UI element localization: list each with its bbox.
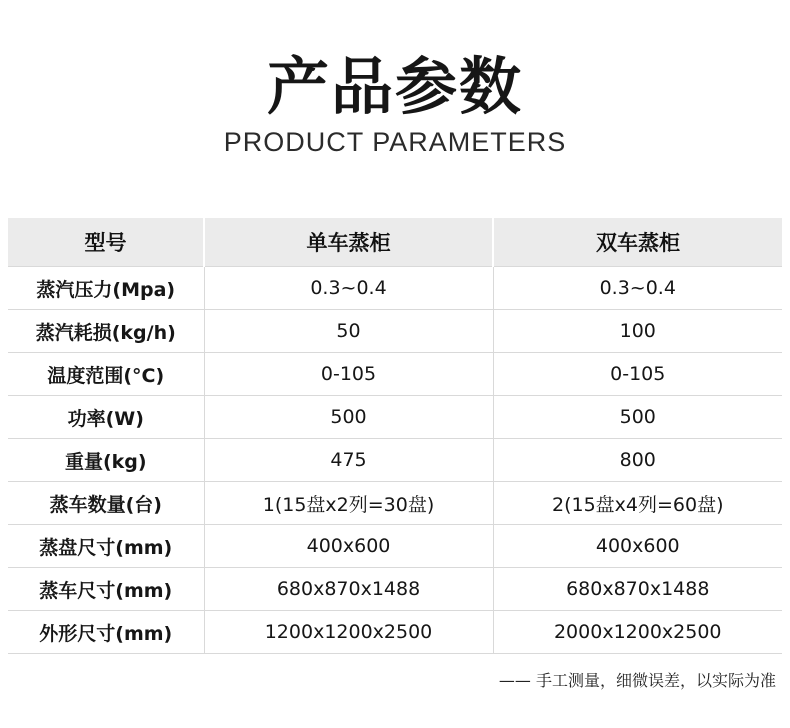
table-row bbox=[8, 310, 782, 353]
column-header-double: 双车蒸柜 bbox=[493, 218, 782, 267]
row-value-single: 500 bbox=[204, 396, 493, 439]
row-value-single: 0-105 bbox=[204, 353, 493, 396]
row-label: 蒸车尺寸(mm) bbox=[8, 568, 204, 611]
page-title: 产品参数 bbox=[266, 50, 523, 123]
row-value-double: 0-105 bbox=[493, 353, 782, 396]
row-value-single: 1200x1200x2500 bbox=[204, 611, 493, 654]
row-value-single: 680x870x1488 bbox=[204, 568, 493, 611]
row-value-single: 0.3~0.4 bbox=[204, 267, 493, 310]
spec-table-container bbox=[0, 218, 790, 654]
row-label: 蒸盘尺寸(mm) bbox=[8, 525, 204, 568]
table-row bbox=[8, 439, 782, 482]
page-subtitle: PRODUCT PARAMETERS bbox=[223, 127, 567, 158]
row-value-double: 800 bbox=[493, 439, 782, 482]
row-label: 蒸车数量(台) bbox=[8, 482, 204, 525]
table-row bbox=[8, 396, 782, 439]
row-label: 温度范围(°C) bbox=[8, 353, 204, 396]
row-value-double: 500 bbox=[493, 396, 782, 439]
row-value-double: 2(15盘x4列=60盘) bbox=[493, 482, 782, 525]
row-value-double: 680x870x1488 bbox=[493, 568, 782, 611]
row-value-single: 475 bbox=[204, 439, 493, 482]
table-row bbox=[8, 525, 782, 568]
table-header-row bbox=[8, 218, 782, 267]
row-value-double: 0.3~0.4 bbox=[493, 267, 782, 310]
page-header bbox=[0, 0, 790, 158]
row-value-single: 400x600 bbox=[204, 525, 493, 568]
table-row bbox=[8, 482, 782, 525]
row-value-double: 2000x1200x2500 bbox=[493, 611, 782, 654]
row-value-single: 1(15盘x2列=30盘) bbox=[204, 482, 493, 525]
row-value-double: 400x600 bbox=[493, 525, 782, 568]
spec-table-header bbox=[8, 218, 782, 267]
row-label: 蒸汽耗损(kg/h) bbox=[8, 310, 204, 353]
table-row bbox=[8, 611, 782, 654]
table-row bbox=[8, 353, 782, 396]
spec-table bbox=[8, 218, 782, 654]
table-row bbox=[8, 267, 782, 310]
column-header-single: 单车蒸柜 bbox=[204, 218, 493, 267]
row-value-double: 100 bbox=[493, 310, 782, 353]
table-row bbox=[8, 568, 782, 611]
spec-table-body bbox=[8, 267, 782, 654]
row-label: 蒸汽压力(Mpa) bbox=[8, 267, 204, 310]
column-header-model: 型号 bbox=[8, 218, 204, 267]
row-label: 功率(W) bbox=[8, 396, 204, 439]
row-value-single: 50 bbox=[204, 310, 493, 353]
row-label: 重量(kg) bbox=[8, 439, 204, 482]
measurement-note: —— 手工测量，细微误差，以实际为准 bbox=[498, 671, 776, 691]
row-label: 外形尺寸(mm) bbox=[8, 611, 204, 654]
